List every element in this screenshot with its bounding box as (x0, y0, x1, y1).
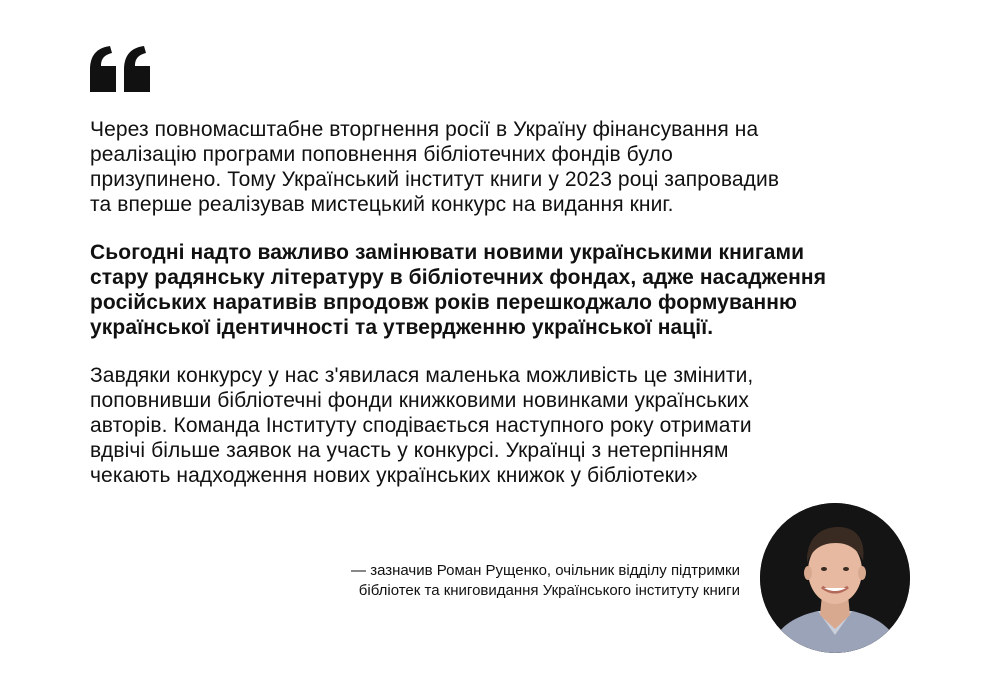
quote-line: української ідентичності та утвердженню української нації. (90, 316, 714, 339)
opening-quote-icon (90, 46, 152, 92)
quote-line: вдвічі більше заявок на участь у конкурсі. Українці з нетерпінням (90, 439, 729, 462)
quote-paragraph-1 (90, 117, 920, 217)
quote-line: Через повномасштабне вторгнення росії в Україну фінансування на (90, 118, 759, 141)
attribution-line: — зазначив Роман Рущенко, очільник відділу підтримки (351, 562, 740, 579)
quote-attribution (180, 561, 740, 601)
quote-text (90, 117, 920, 511)
quote-line: авторів. Команда Інституту сподівається наступного року отримати (90, 414, 752, 437)
quote-line: реалізацію програми поповнення бібліотечних фондів було (90, 143, 673, 166)
quote-paragraph-3 (90, 363, 920, 488)
quote-line: та вперше реалізував мистецький конкурс на видання книг. (90, 193, 674, 216)
quote-line: російських наративів впродовж років перешкоджало формуванню (90, 291, 798, 314)
quote-line: призупинено. Тому Український інститут книги у 2023 році запровадив (90, 168, 780, 191)
quote-paragraph-2-emphasis (90, 240, 920, 340)
quote-line: стару радянську літературу в бібліотечних фондах, адже насадження (90, 266, 827, 289)
attribution-line: бібліотек та книговидання Українського інституту книги (358, 582, 740, 599)
quote-line: Сьогодні надто важливо замінювати новими українськими книгами (90, 241, 805, 264)
quote-line: Завдяки конкурсу у нас з'явилася маленька можливість це змінити, (90, 364, 754, 387)
quote-line: поповнивши бібліотечні фонди книжковими новинками українських (90, 389, 749, 412)
avatar (760, 503, 910, 653)
quote-line: чекають надходження нових українських книжок у бібліотеки» (90, 464, 698, 487)
